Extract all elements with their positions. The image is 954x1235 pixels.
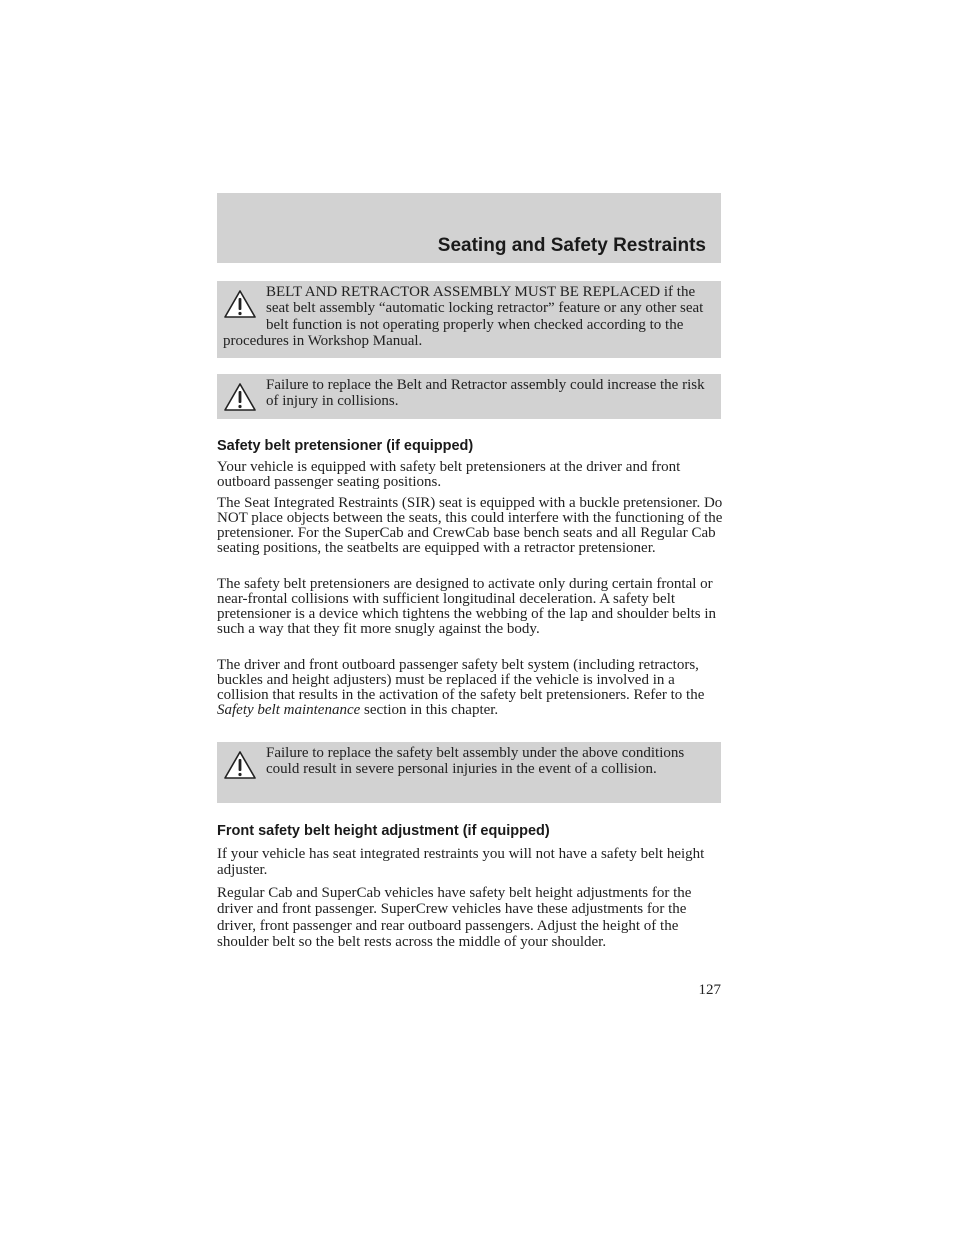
paragraph: Regular Cab and SuperCab vehicles have safety belt height adjustments for the driver and front passenger. SuperCrew vehicles have these adjustments for the driver, front passenger and rear outboard passengers. Adjust the height of the shoulder belt so the belt rests across the middle of your shoulder. <box>217 885 692 950</box>
paragraph: If your vehicle has seat integrated restraints you will not have a safety belt height adjuster. <box>217 846 705 879</box>
chapter-header <box>217 193 721 263</box>
paragraph: Your vehicle is equipped with safety belt pretensioners at the driver and front outboard passenger seating positions. <box>217 459 681 490</box>
warning-box <box>217 742 721 803</box>
section-heading: Front safety belt height adjustment (if equipped) <box>217 823 550 839</box>
warning-triangle-icon <box>223 750 257 780</box>
chapter-title: Seating and Safety Restraints <box>437 235 706 256</box>
paragraph: The Seat Integrated Restraints (SIR) seat is equipped with a buckle pretensioner. Do NOT place objects between the seats, this could interfere with the functioning of the pretensioner. For the SuperCab and CrewCab base bench seats and all Regular Cab seating positions, the seatbelts are equipped with a retractor pretensioner. <box>217 495 723 556</box>
section-heading: Safety belt pretensioner (if equipped) <box>217 438 474 454</box>
warning-text: Failure to replace the Belt and Retractor assembly could increase the risk of injury in collisions. <box>266 377 705 410</box>
paragraph-text: The driver and front outboard passenger safety belt system (including retractors, buckles and height adjusters) must be replaced if the vehicle is involved in a collision that results in the activation of the safety belt pretensioners. Refer to the <box>217 657 705 703</box>
warning-text: BELT AND RETRACTOR ASSEMBLY MUST BE REPLACED if the seat belt assembly “automatic locking retractor” feature or any other seat belt function is not operating properly when checked according to the procedures in Workshop Manual. <box>223 284 704 349</box>
warning-triangle-icon <box>223 382 257 412</box>
warning-text: Failure to replace the safety belt assembly under the above conditions could result in severe personal injuries in the event of a collision. <box>266 745 685 778</box>
warning-box <box>217 281 721 358</box>
paragraph-text: section in this chapter. <box>360 702 499 718</box>
paragraph: The safety belt pretensioners are designed to activate only during certain frontal or near-frontal collisions with sufficient longitudinal deceleration. A safety belt pretensioner is a device which tightens the webbing of the lap and shoulder belts in such a way that they fit more snugly against the body. <box>217 576 717 637</box>
cross-reference: Safety belt maintenance <box>217 702 361 718</box>
paragraph <box>217 658 723 718</box>
warning-triangle-icon <box>223 289 257 319</box>
page-number: 127 <box>698 982 721 998</box>
warning-box <box>217 374 721 419</box>
